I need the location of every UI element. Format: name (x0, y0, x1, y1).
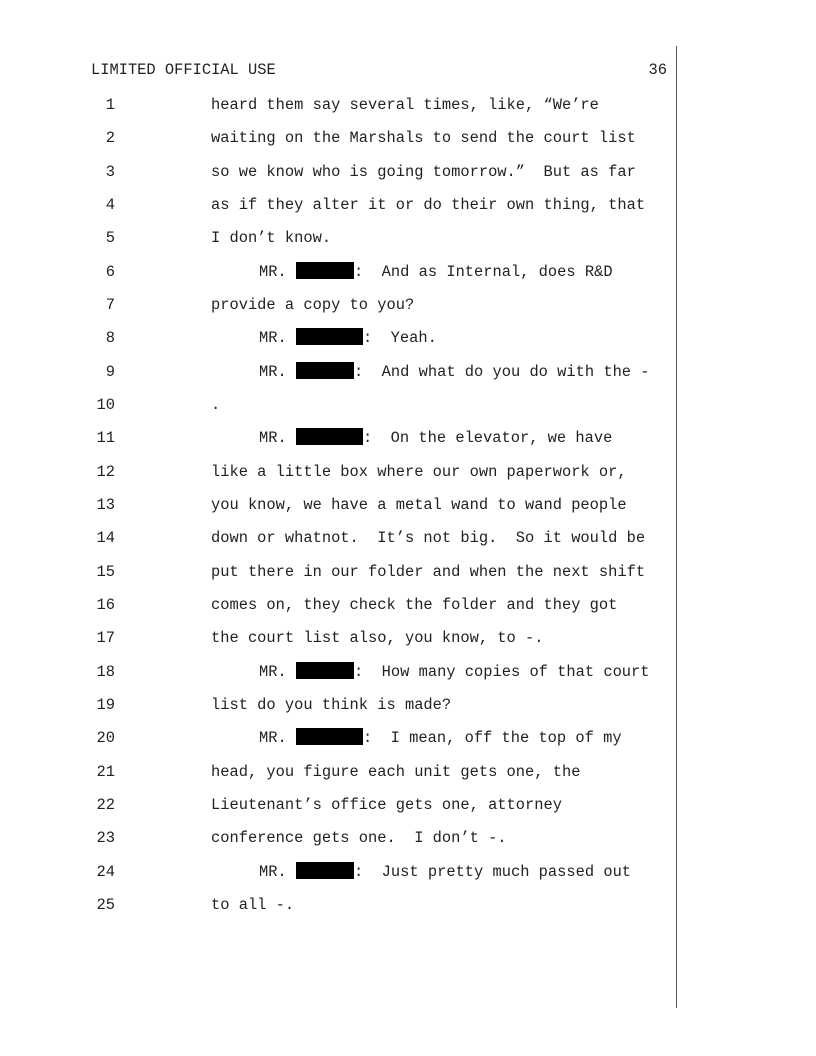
transcript-line (0, 462, 676, 495)
line-text: : On the elevator, we have (362, 429, 613, 447)
line-text: comes on, they check the folder and they got (211, 596, 618, 614)
redaction-box (296, 262, 354, 279)
transcript-line (0, 862, 676, 895)
line-text: : And what do you do with the - (353, 363, 650, 381)
redaction-box (296, 362, 354, 379)
line-text: as if they alter it or do their own thing, that (211, 196, 646, 214)
speaker-prefix: MR. (259, 729, 287, 747)
speaker-prefix: MR. (259, 663, 287, 681)
transcript-line (0, 295, 676, 328)
line-number: 8 (105, 329, 115, 347)
transcript-line (0, 128, 676, 161)
transcript-line (0, 395, 676, 428)
line-text: : Just pretty much passed out (353, 863, 632, 881)
line-number: 24 (96, 863, 115, 881)
line-text: to all -. (211, 896, 295, 914)
speaker-prefix: MR. (259, 429, 287, 447)
transcript-line (0, 162, 676, 195)
speaker-prefix: MR. (259, 363, 287, 381)
speaker-line (259, 362, 650, 382)
transcript-line (0, 895, 676, 928)
line-number: 11 (96, 429, 115, 447)
line-number: 15 (96, 563, 115, 581)
transcript-line (0, 195, 676, 228)
redaction-box (296, 662, 354, 679)
speaker-prefix: MR. (259, 263, 287, 281)
speaker-line (259, 328, 437, 348)
line-text: like a little box where our own paperwork or, (211, 463, 627, 481)
line-text: : And as Internal, does R&D (353, 263, 613, 281)
line-text: Lieutenant’s office gets one, attorney (211, 796, 562, 814)
redaction-box (296, 328, 363, 345)
line-number: 6 (105, 263, 115, 281)
transcript-line (0, 728, 676, 761)
line-text: conference gets one. I don’t -. (211, 829, 507, 847)
line-text: waiting on the Marshals to send the court list (211, 129, 636, 147)
transcript-line (0, 262, 676, 295)
line-number: 4 (105, 196, 115, 214)
line-text: put there in our folder and when the next shift (211, 563, 646, 581)
speaker-line (259, 728, 622, 748)
speaker-prefix: MR. (259, 863, 287, 881)
speaker-line (259, 662, 650, 682)
line-number: 13 (96, 496, 115, 514)
line-text: the court list also, you know, to -. (211, 629, 544, 647)
transcript-line (0, 628, 676, 661)
line-text: I don’t know. (211, 229, 332, 247)
line-number: 18 (96, 663, 115, 681)
line-text: : I mean, off the top of my (362, 729, 622, 747)
line-text: provide a copy to you? (211, 296, 415, 314)
line-number: 25 (96, 896, 115, 914)
redaction-box (296, 728, 363, 745)
line-number: 17 (96, 629, 115, 647)
classification-header: LIMITED OFFICIAL USE (91, 61, 276, 79)
line-number: 21 (96, 763, 115, 781)
line-number: 1 (105, 96, 115, 114)
transcript-line (0, 562, 676, 595)
line-number: 9 (105, 363, 115, 381)
transcript-line (0, 495, 676, 528)
line-number: 10 (96, 396, 115, 414)
line-text: head, you figure each unit gets one, the (211, 763, 581, 781)
speaker-line (259, 428, 612, 448)
line-text: down or whatnot. It’s not big. So it would be (211, 529, 646, 547)
speaker-prefix: MR. (259, 329, 287, 347)
line-text: list do you think is made? (211, 696, 452, 714)
line-text: heard them say several times, like, “We’re (211, 96, 599, 114)
transcript-line (0, 695, 676, 728)
line-number: 2 (105, 129, 115, 147)
line-text: : Yeah. (362, 329, 437, 347)
transcript-line (0, 795, 676, 828)
transcript-line (0, 428, 676, 461)
line-number: 16 (96, 596, 115, 614)
transcript-line (0, 528, 676, 561)
transcript-line (0, 228, 676, 261)
transcript-line (0, 328, 676, 361)
line-text: . (211, 396, 221, 414)
line-number: 5 (105, 229, 115, 247)
transcript-line (0, 828, 676, 861)
line-text: : How many copies of that court (353, 663, 650, 681)
line-number: 19 (96, 696, 115, 714)
line-number: 22 (96, 796, 115, 814)
line-text: you know, we have a metal wand to wand people (211, 496, 627, 514)
redaction-box (296, 862, 354, 879)
line-number: 7 (105, 296, 115, 314)
line-number: 20 (96, 729, 115, 747)
redaction-box (296, 428, 363, 445)
transcript-line (0, 662, 676, 695)
transcript-line (0, 95, 676, 128)
page-number: 36 (648, 61, 667, 79)
transcript-line (0, 362, 676, 395)
transcript-line (0, 762, 676, 795)
transcript-line (0, 595, 676, 628)
line-number: 23 (96, 829, 115, 847)
line-number: 12 (96, 463, 115, 481)
speaker-line (259, 862, 631, 882)
line-number: 3 (105, 163, 115, 181)
speaker-line (259, 262, 613, 282)
line-number: 14 (96, 529, 115, 547)
right-margin-rule (676, 46, 677, 1008)
line-text: so we know who is going tomorrow.” But as far (211, 163, 636, 181)
